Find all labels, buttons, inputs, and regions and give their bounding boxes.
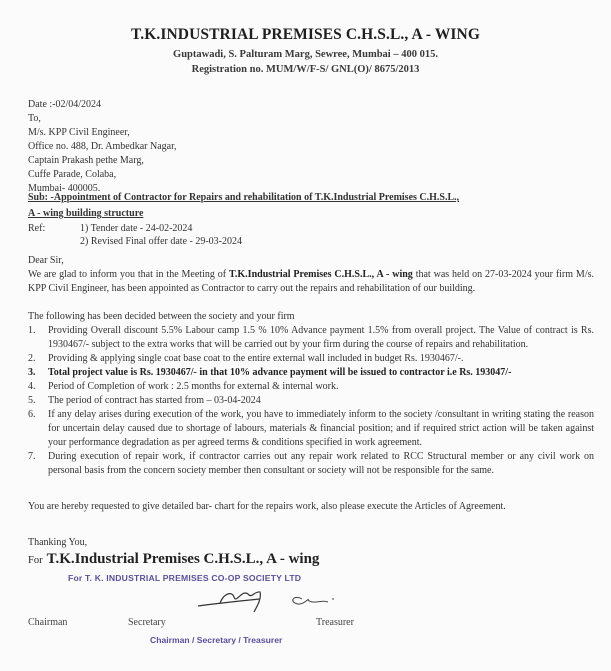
- society-address: Guptawadi, S. Palturam Marg, Sewree, Mumbai – 400 015.: [173, 49, 438, 60]
- recipient-line: Office no. 488, Dr. Ambedkar Nagar,: [28, 141, 177, 152]
- intro-text-1: We are glad to inform you that in the Meeting of: [28, 269, 229, 280]
- term-item: [28, 324, 594, 352]
- reference-block: [28, 222, 594, 248]
- term-text: Providing Overall discount 5.5% Labour camp 1.5 % 10% Advance payment 1.5% from overall project. The Value of contract is Rs. 1930467/- subject to the extra works that will be carried out by your firm during the course of repairs and rehabilitation.: [48, 325, 594, 350]
- registration-number: Registration no. MUM/W/F-S/ GNL(O)/ 8675/2013: [191, 64, 420, 75]
- term-number: 4.: [28, 381, 36, 392]
- term-text: The period of contract has started from – 03-04-2024: [48, 395, 261, 406]
- signatory-row: [28, 616, 428, 630]
- subject-line: [28, 190, 594, 222]
- term-item: [28, 394, 594, 408]
- term-text: During execution of repair work, if contractor carries out any repair work related to RCC Structural member or any civil work on personal basis from the concern society member then consultant or society will not be responsible for the same.: [48, 451, 594, 476]
- term-number: 7.: [28, 451, 36, 462]
- term-item: [28, 408, 594, 450]
- term-number: 3.: [28, 367, 36, 378]
- term-text: Providing & applying single coat base coat to the entire external wall included in budget Rs. 1930467/-.: [48, 353, 464, 364]
- ref-label-spacer: [28, 235, 80, 248]
- ref-label: Ref:: [28, 223, 46, 234]
- recipient-line: Mumbai- 400005.: [28, 183, 101, 194]
- recipient-line: Cuffe Parade, Colaba,: [28, 169, 117, 180]
- term-text: Total project value is Rs. 1930467/- in that 10% advance payment will be issued to contractor i.e Rs. 193047/-: [48, 367, 512, 378]
- sign-off: [28, 550, 319, 570]
- term-item: [28, 380, 594, 394]
- term-text: Period of Completion of work : 2.5 months for external & internal work.: [48, 381, 339, 392]
- thanking-line: Thanking You,: [28, 537, 88, 548]
- ref-item: 2) Revised Final offer date - 29-03-2024: [80, 236, 242, 247]
- letter-date: Date :-02/04/2024: [28, 99, 102, 110]
- intro-society-name: T.K.Industrial Premises C.H.S.L., A - wing: [228, 269, 416, 280]
- intro-text-2: that was held on 27-03-2024 your firm M/s. KPP Civil Engineer, has been appointed as Contractor to carry out the repairs and rehabilitation of our building.: [28, 269, 594, 294]
- society-name: T.K.INDUSTRIAL PREMISES C.H.S.L., A - WING: [130, 26, 480, 43]
- recipient-line: Captain Prakash pethe Marg,: [28, 155, 144, 166]
- sign-off-organization: T.K.Industrial Premises C.H.S.L., A - wing: [46, 551, 320, 567]
- intro-paragraph: [28, 268, 594, 296]
- term-number: 2.: [28, 353, 36, 364]
- treasurer-label: Treasurer: [316, 617, 354, 628]
- secretary-label: Secretary: [128, 617, 166, 628]
- greeting: Dear Sir,: [28, 255, 64, 266]
- term-number: 5.: [28, 395, 36, 406]
- term-number: 6.: [28, 409, 36, 420]
- stamp-header: For T. K. INDUSTRIAL PREMISES CO-OP SOCIETY LTD: [68, 573, 302, 583]
- term-item: [28, 450, 594, 478]
- ref-item: 1) Tender date - 24-02-2024: [80, 223, 193, 234]
- term-item: [28, 352, 594, 366]
- stamp-designation: Chairman / Secretary / Treasurer: [150, 635, 283, 645]
- closing-paragraph: You are hereby requested to give detailed bar- chart for the repairs work, also please execute the Articles of Agreement.: [28, 501, 506, 512]
- subject-line-1: Sub: -Appointment of Contractor for Repairs and rehabilitation of T.K.Industrial Premises C.H.S.L.,: [28, 192, 460, 203]
- term-item: [28, 366, 594, 380]
- address-block: [28, 98, 594, 196]
- term-text: If any delay arises during execution of the work, you have to immediately inform to the society /consultant in writing stating the reason for uncertain delay caused due to shortage of labours, materials & financial position; and if required strict action will be taken against your performance degradation as per agreed terms & conditions specified in work agreement.: [48, 409, 594, 448]
- signature-icon: [190, 586, 350, 614]
- subject-line-2: A - wing building structure: [28, 208, 144, 219]
- for-label: For: [28, 555, 43, 566]
- decision-intro: The following has been decided between the society and your firm: [28, 311, 295, 322]
- to-label: To,: [28, 113, 41, 124]
- terms-list: [28, 324, 594, 478]
- term-number: 1.: [28, 325, 36, 336]
- chairman-label: Chairman: [28, 617, 68, 628]
- recipient-line: M/s. KPP Civil Engineer,: [28, 127, 130, 138]
- letterhead: [0, 26, 611, 77]
